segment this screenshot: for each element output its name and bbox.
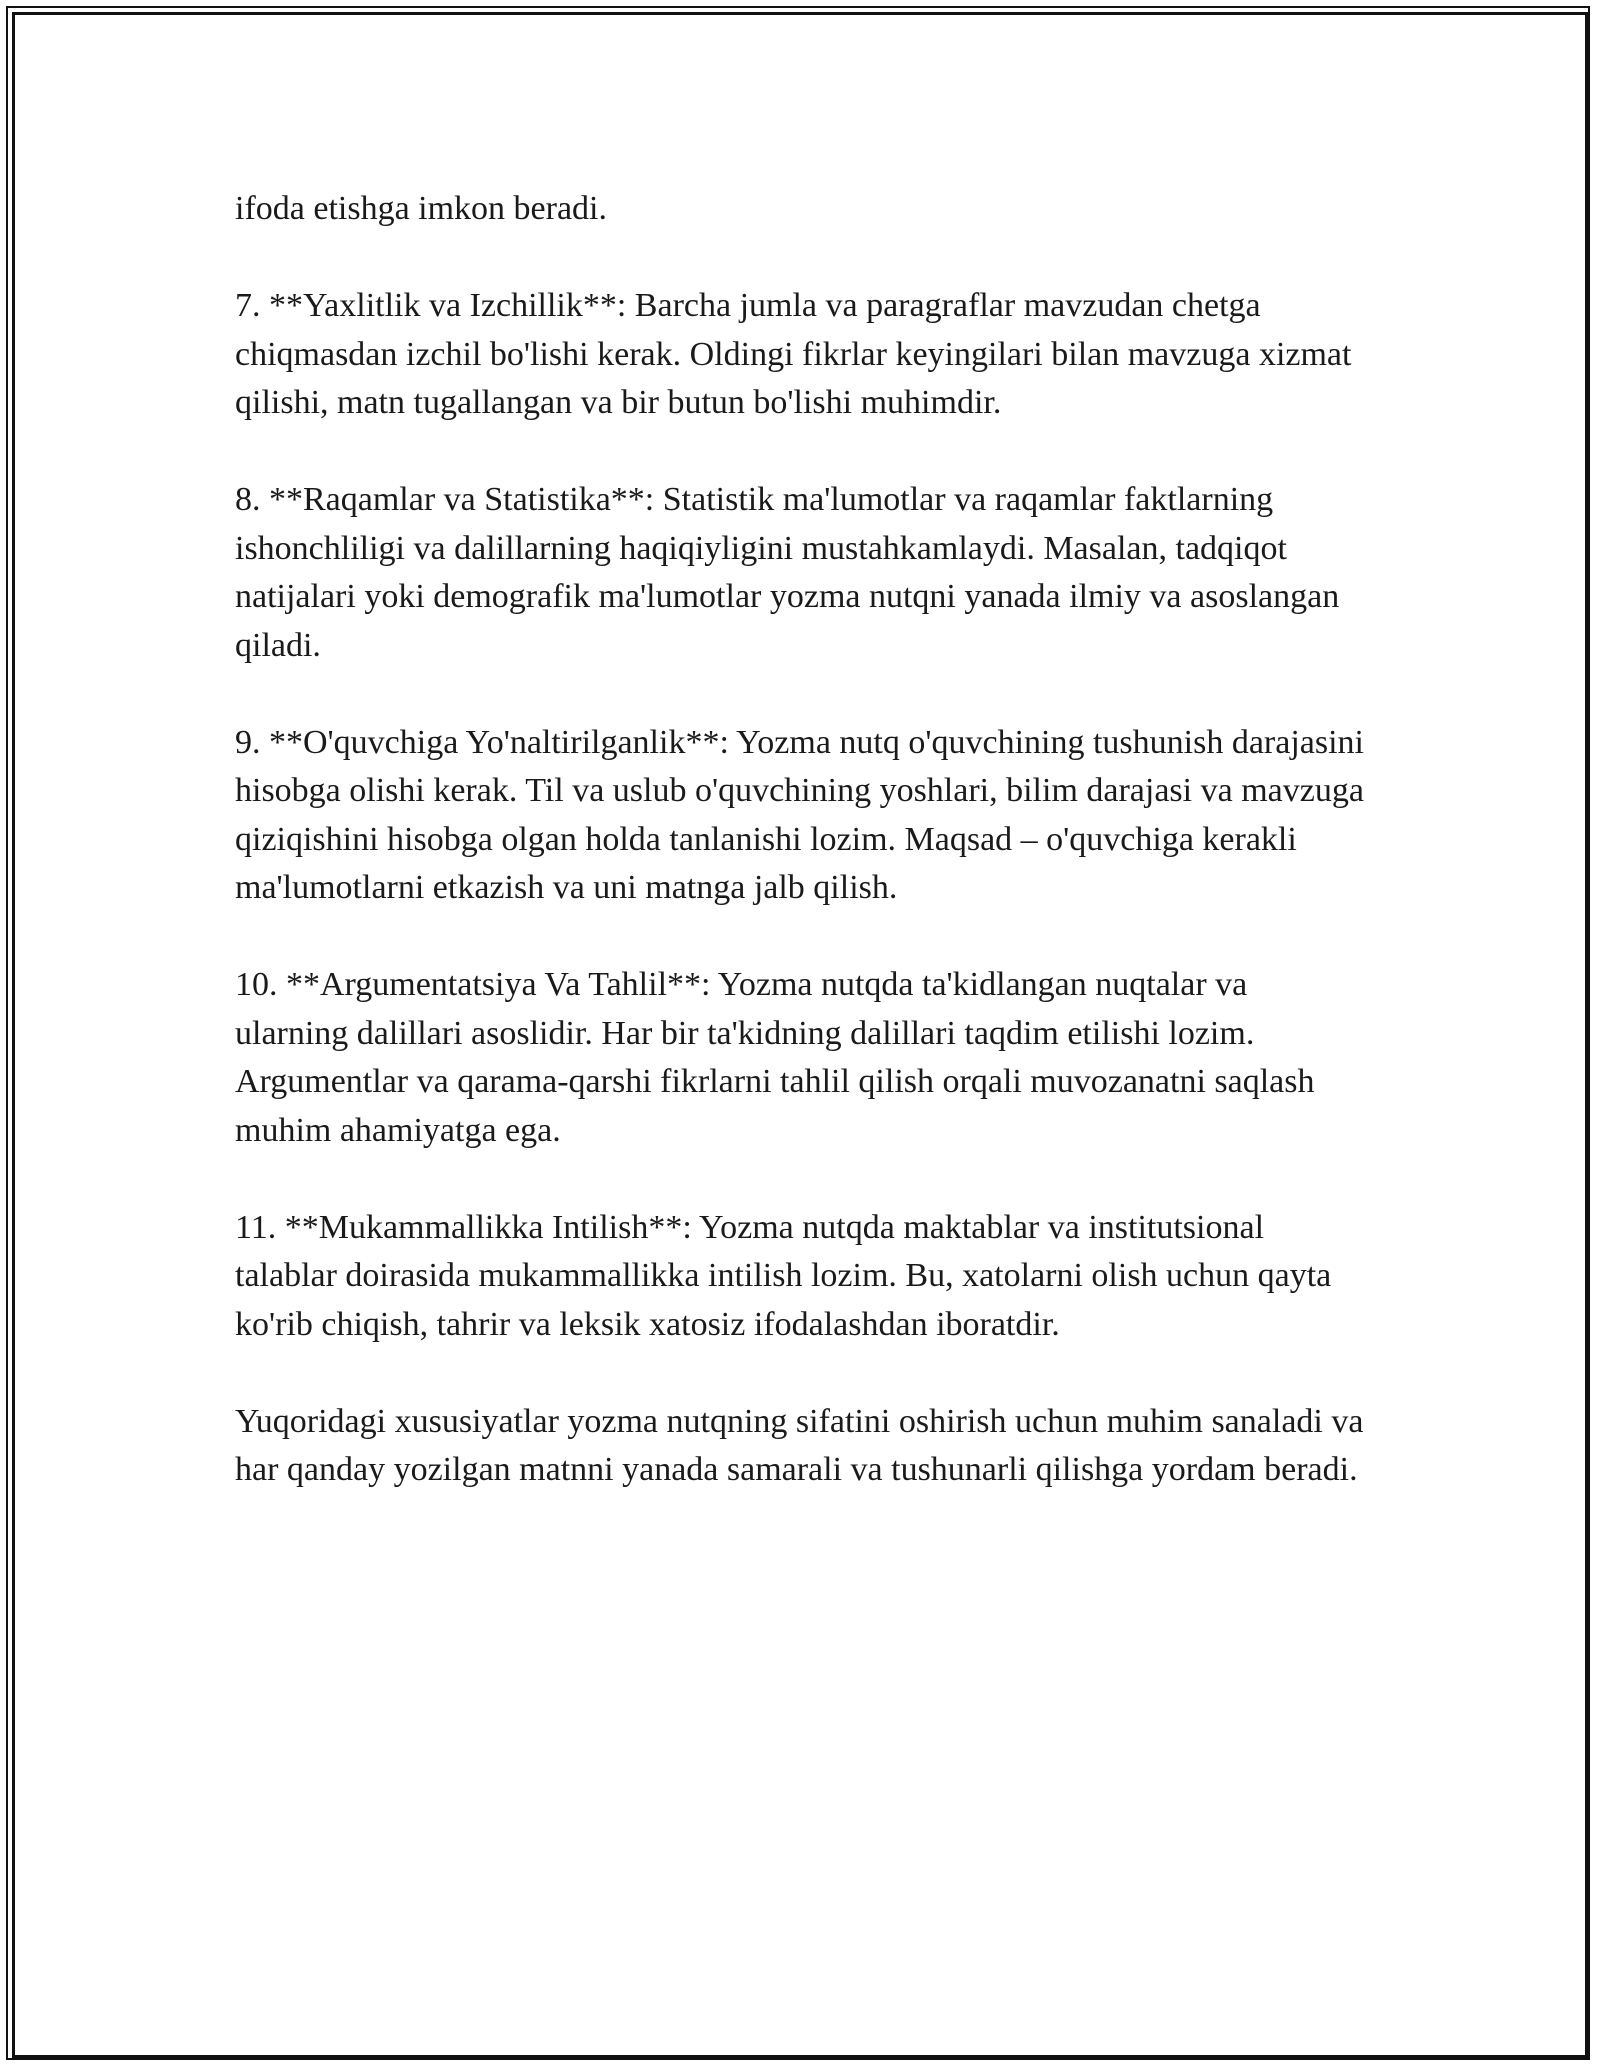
paragraph-item-7: 7. **Yaxlitlik va Izchillik**: Barcha jumla va paragraflar mavzudan chetga chiqmasdan izchil bo'lishi kerak. Oldingi fikrlar keyingilari bilan mavzuga xizmat qilishi, matn tugallangan va bir butun bo'lishi muhimdir. xyxy=(235,287,1352,421)
document-body xyxy=(235,185,1365,1495)
paragraph-item-11: 11. **Mukammallikka Intilish**: Yozma nutqda maktablar va institutsional talablar doirasida mukammallikka intilish lozim. Bu, xatolarni olish uchun qayta ko'rib chiqish, tahrir va leksik xatosiz ifodalashdan iboratdir. xyxy=(235,1208,1332,1343)
paragraph-item-9: 9. **O'quvchiga Yo'naltirilganlik**: Yozma nutq o'quvchining tushunish darajasini hisobga olishi kerak. Til va uslub o'quvchining yoshlari, bilim darajasi va mavzuga qiziqishini hisobga olgan holda tanlanishi lozim. Maqsad – o'quvchiga kerakli ma'lumotlarni etkazish va uni matnga jalb qilish. xyxy=(235,723,1364,906)
paragraph-item-8: 8. **Raqamlar va Statistika**: Statistik ma'lumotlar va raqamlar faktlarning ishonchliligi va dalillarning haqiqiyligini mustahkamlaydi. Masalan, tadqiqot natijalari yoki demografik ma'lumotlar yozma nutqni yanada ilmiy va asoslangan qiladi. xyxy=(235,481,1340,664)
paragraph-conclusion: Yuqoridagi xususiyatlar yozma nutqning sifatini oshirish uchun muhim sanaladi va har qanday yozilgan matnni yanada samarali va tushunarli qilishga yordam beradi. xyxy=(235,1402,1364,1488)
paragraph-item-10: 10. **Argumentatsiya Va Tahlil**: Yozma nutqda ta'kidlangan nuqtalar va ularning dalillari asoslidir. Har bir ta'kidning dalillari taqdim etilishi lozim. Argumentlar va qarama-qarshi fikrlarni tahlil qilish orqali muvozanatni saqlash muhim ahamiyatga ega. xyxy=(235,966,1315,1149)
paragraph-continuation: ifoda etishga imkon beradi. xyxy=(235,190,608,227)
